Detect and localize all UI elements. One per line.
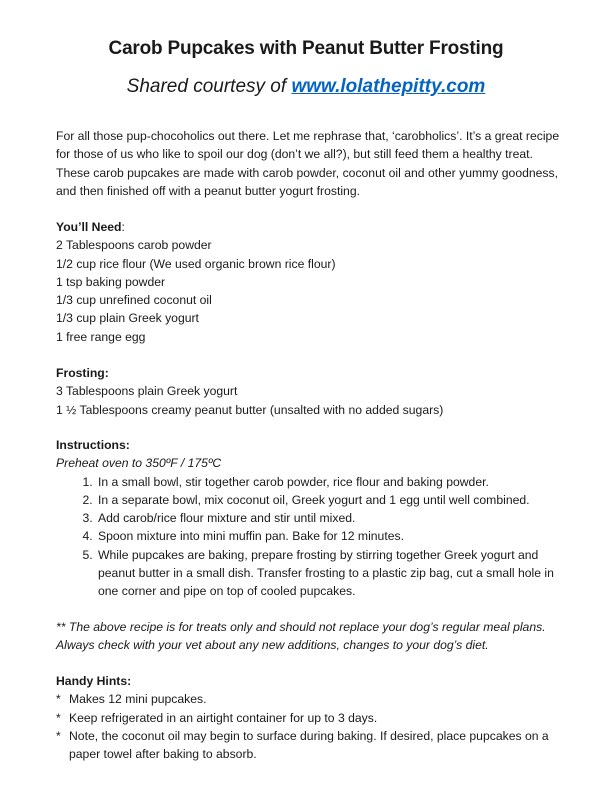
page-title: Carob Pupcakes with Peanut Butter Frosting [108,38,504,59]
frosting-heading: Frosting: [56,366,109,380]
ingredient-item: 1/2 cup rice flour (We used organic brown rice flour) [56,256,336,271]
ingredient-item: 1 tsp baking powder [56,274,166,289]
instruction-step: 4. Spoon mixture into mini muffin pan. Bake for 12 minutes. [96,527,566,545]
intro-paragraph: For all those pup-chocoholics out there. Let me rephrase that, ‘carobholics’. It’s a great recipe for those of us who like to spoil our dog (don’t we all?), but still feed them a healthy treat. These carob pupcakes are made with carob powder, coconut oil and other yummy goodness, and then finished off with a peanut butter yogurt frosting. [56,129,560,198]
instruction-step: 1. In a small bowl, stir together carob powder, rice flour and baking powder. [96,473,566,491]
instructions-section [56,436,566,601]
preheat-text: Preheat oven to 350ºF / 175ºC [56,456,222,471]
ingredient-item: 2 Tablespoons carob powder [56,238,212,253]
website-link[interactable]: www.lolathepitty.com [291,76,486,97]
bullet-icon: * [56,728,61,743]
subtitle-prefix: Shared courtesy of [126,76,292,97]
hint-item: * Makes 12 mini pupcakes. [56,690,566,708]
hint-item: * Keep refrigerated in an airtight container for up to 3 days. [56,709,566,727]
frosting-item: 3 Tablespoons plain Greek yogurt [56,384,238,399]
ingredient-item: 1/3 cup plain Greek yogurt [56,311,199,326]
youll-need-section [56,218,566,346]
frosting-section [56,364,566,419]
instructions-heading: Instructions: [56,438,130,452]
instruction-step: 2. In a separate bowl, mix coconut oil, Greek yogurt and 1 egg until well combined. [96,491,566,509]
handy-hints-section [56,672,566,763]
instruction-step: 5. While pupcakes are baking, prepare frosting by stirring together Greek yogurt and peanut butter in a small dish. Transfer frosting to a plastic zip bag, cut a small hole in one corner and pipe on top of cooled pupcakes. [96,546,566,601]
disclaimer-note: ** The above recipe is for treats only and should not replace your dog’s regular meal plans. Always check with your vet about any new additions, changes to your dog’s diet. [56,620,546,653]
bullet-icon: * [56,710,61,725]
hint-item: * Note, the coconut oil may begin to surface during baking. If desired, place pupcakes on a paper towel after baking to absorb. [56,728,549,762]
youll-need-heading: You’ll Need: [56,220,125,234]
bullet-icon: * [56,692,61,707]
instruction-step: 3. Add carob/rice flour mixture and stir until mixed. [96,509,566,527]
frosting-item: 1 ½ Tablespoons creamy peanut butter (unsalted with no added sugars) [56,402,444,417]
hints-list [56,690,566,763]
subtitle [0,76,612,98]
handy-hints-heading: Handy Hints: [56,674,132,688]
ingredient-item: 1/3 cup unrefined coconut oil [56,293,212,308]
instruction-steps [56,473,566,601]
ingredient-item: 1 free range egg [56,329,146,344]
